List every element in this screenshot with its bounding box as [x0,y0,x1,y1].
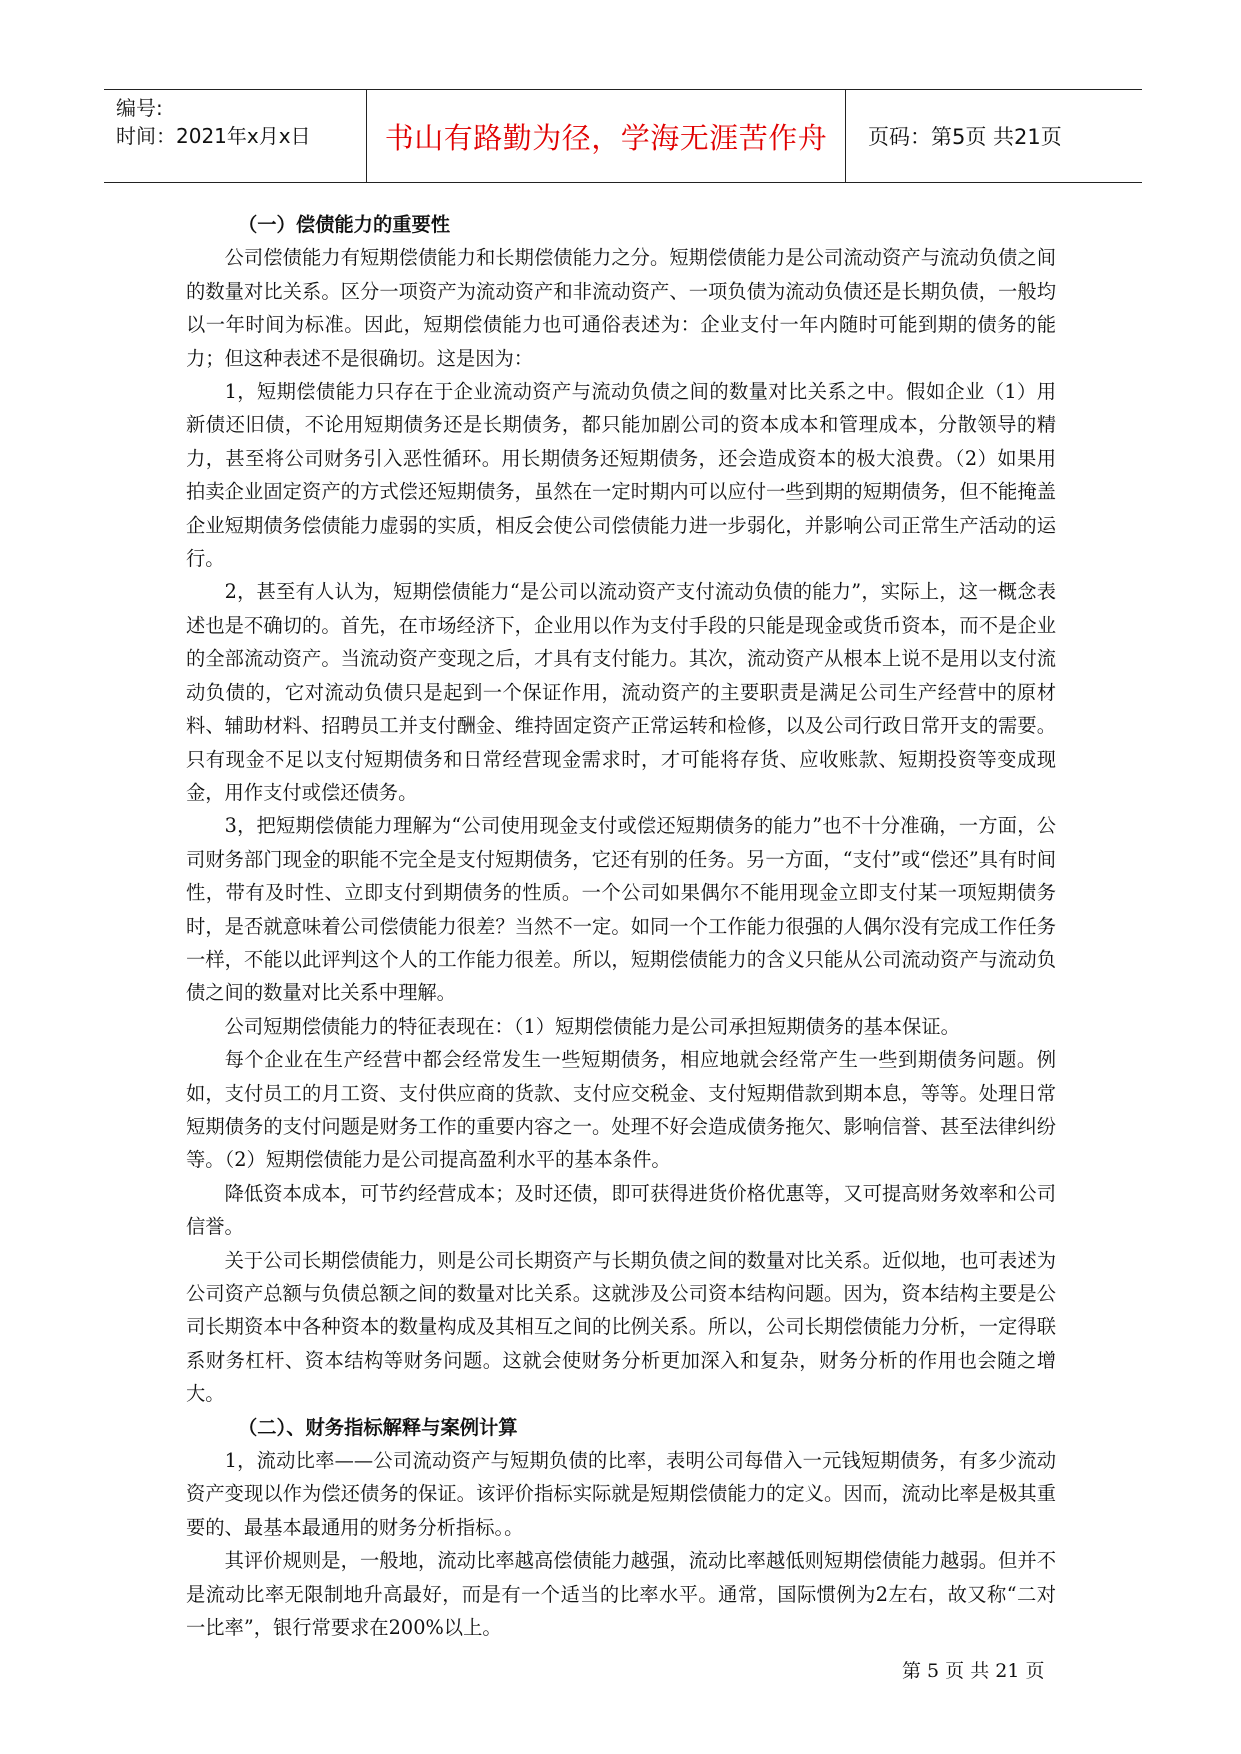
header-page-cell [846,90,1142,182]
paragraph-6: 每个企业在生产经营中都会经常发生一些短期债务，相应地就会经常产生一些到期债务问题。例如，支付员工的月工资、支付供应商的货款、支付应交税金、支付短期借款到期本息，等等。处理日常短期债务的支付问题是财务工作的重要内容之一。处理不好会造成债务拖欠、影响信誉、甚至法律纠纷等。（2）短期偿债能力是公司提高盈利水平的基本条件。 [186,1048,1056,1172]
header-motto-cell [367,90,846,182]
serial-label: 编号: [116,96,163,120]
header-left-cell [104,90,367,182]
paragraph-3: 2，甚至有人认为，短期偿债能力“是公司以流动资产支付流动负债的能力”，实际上，这一概念表述也是不确切的。首先，在市场经济下，企业用以作为支付手段的只能是现金或货币资本，而不是企业的全部流动资产。当流动资产变现之后，才具有支付能力。其次，流动资产从根本上说不是用以支付流动负债的，它对流动负债只是起到一个保证作用，流动资产的主要职责是满足公司生产经营中的原材料、辅助材料、招聘员工并支付酬金、维持固定资产正常运转和检修，以及公司行政日常开支的需要。只有现金不足以支付短期债务和日常经营现金需求时，才可能将存货、应收账款、短期投资等变成现金，用作支付或偿还债务。 [186,580,1056,804]
paragraph-2: 1，短期偿债能力只存在于企业流动资产与流动负债之间的数量对比关系之中。假如企业（1）用新债还旧债，不论用短期债务还是长期债务，都只能加剧公司的资本成本和管理成本，分散领导的精力，甚至将公司财务引入恶性循环。用长期债务还短期债务，还会造成资本的极大浪费。（2）如果用拍卖企业固定资产的方式偿还短期债务，虽然在一定时期内可以应付一些到期的短期债务，但不能掩盖企业短期债务偿债能力虚弱的实质，相反会使公司偿债能力进一步弱化，并影响公司正常生产活动的运行。 [186,380,1056,571]
section-heading-1: （一）偿债能力的重要性 [238,213,451,236]
paragraph-5: 公司短期偿债能力的特征表现在：（1）短期偿债能力是公司承担短期债务的基本保证。 [224,1014,960,1038]
paragraph-8: 关于公司长期偿债能力，则是公司长期资产与长期负债之间的数量对比关系。近似地，也可表述为公司资产总额与负债总额之间的数量对比关系。这就涉及公司资本结构问题。因为，资本结构主要是公司长期资本中各种资本的数量构成及其相互之间的比例关系。所以，公司长期偿债能力分析，一定得联系财务杠杆、资本结构等财务问题。这就会使财务分析更加深入和复杂，财务分析的作用也会随之增大。 [186,1248,1056,1406]
paragraph-7: 降低资本成本，可节约经营成本；及时还债，即可获得进货价格优惠等，又可提高财务效率和公司信誉。 [186,1181,1056,1239]
paragraph-1: 公司偿债能力有短期偿债能力和长期偿债能力之分。短期偿债能力是公司流动资产与流动负债之间的数量对比关系。区分一项资产为流动资产和非流动资产、一项负债为流动负债还是长期负债，一般均以一年时间为标准。因此，短期偿债能力也可通俗表述为：企业支付一年内随时可能到期的债务的能力；但这种表述不是很确切。这是因为： [186,246,1056,370]
section-heading-2: （二）、财务指标解释与案例计算 [238,1415,518,1439]
paragraph-4: 3，把短期偿债能力理解为“公司使用现金支付或偿还短期债务的能力”也不十分准确，一方面，公司财务部门现金的职能不完全是支付短期债务，它还有别的任务。另一方面，“支付”或“偿还”具有时间性，带有及时性、立即支付到期债务的性质。一个公司如果偶尔不能用现金立即支付某一项短期债务时，是否就意味着公司偿债能力很差？当然不一定。如同一个工作能力很强的人偶尔没有完成工作任务一样，不能以此评判这个人的工作能力很差。所以，短期偿债能力的含义只能从公司流动资产与流动负债之间的数量对比关系中理解。 [186,814,1056,1005]
motto-text: 书山有路勤为径，学海无涯苦作舟 [384,120,828,155]
page-code: 页码：第5页 共21页 [868,125,1062,149]
time-label: 时间：2021年x月x日 [116,124,311,148]
page-footer: 第 5 页 共 21 页 [902,1660,1045,1682]
page-header [104,89,1142,183]
paragraph-9: 1，流动比率——公司流动资产与短期负债的比率，表明公司每借入一元钱短期债务，有多少流动资产变现以作为偿还债务的保证。该评价指标实际就是短期偿债能力的定义。因而，流动比率是极其重要的、最基本最通用的财务分析指标。。 [186,1449,1056,1539]
document-body [186,208,1056,1644]
paragraph-10: 其评价规则是，一般地，流动比率越高偿债能力越强，流动比率越低则短期偿债能力越弱。但并不是流动比率无限制地升高最好，而是有一个适当的比率水平。通常，国际惯例为2左右，故又称“二对一比率”，银行常要求在200%以上。 [186,1549,1056,1640]
